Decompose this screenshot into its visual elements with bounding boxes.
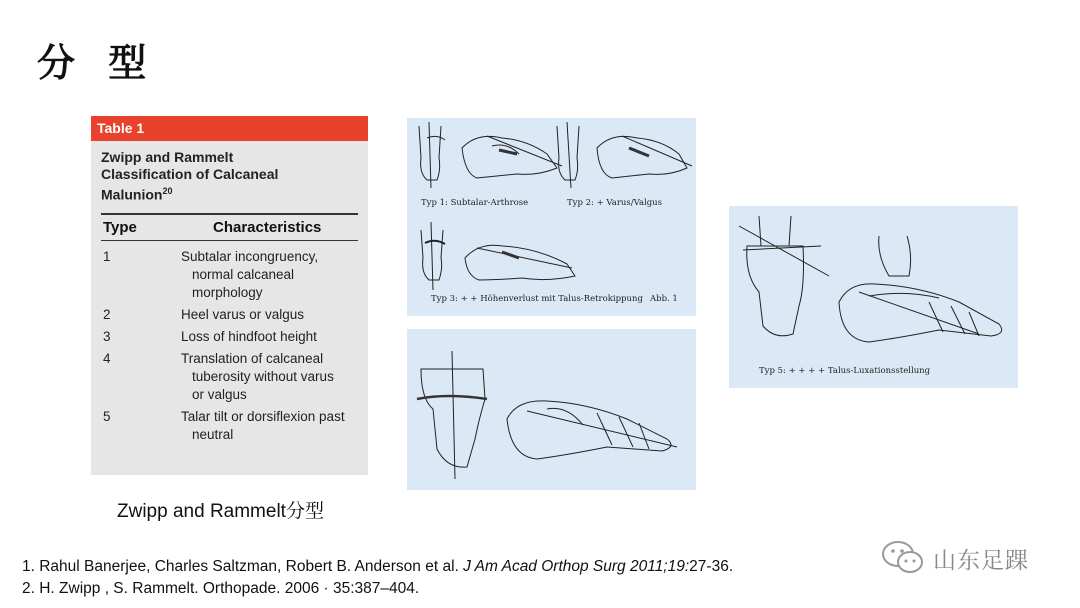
logo-text: 山东足踝 — [933, 546, 1029, 573]
table-row — [103, 248, 360, 302]
row-line: tuberosity without varus — [192, 369, 334, 384]
label-abb: Abb. 1 — [650, 294, 678, 304]
figure-caption: Zwipp and Rammelt分型 — [117, 501, 324, 522]
table-row — [103, 408, 360, 444]
reference-1-authors: 1. Rahul Banerjee, Charles Saltzman, Robert B. Anderson et al. — [22, 558, 464, 575]
row-line: Heel varus or valgus — [181, 307, 305, 322]
table-column-headers — [101, 213, 358, 241]
row-line: normal calcaneal — [192, 267, 295, 282]
row-line: Loss of hindfoot height — [181, 329, 317, 344]
page-title: 分 型 — [37, 40, 157, 85]
row-characteristics — [181, 328, 360, 346]
row-line: morphology — [192, 285, 263, 300]
table-title-superscript: 20 — [162, 186, 173, 196]
row-characteristics — [181, 350, 360, 404]
label-typ1: Typ 1: Subtalar-Arthrose — [421, 198, 529, 208]
table-title-line1: Zwipp and Rammelt — [101, 149, 234, 165]
figure-type-4 — [407, 329, 696, 490]
row-line: Subtalar incongruency, — [181, 249, 319, 264]
foot-drawing-type-4 — [407, 329, 696, 490]
row-type: 3 — [103, 329, 111, 344]
row-characteristics — [181, 408, 360, 444]
table-row — [103, 306, 360, 324]
table-title — [91, 141, 368, 204]
table-header: Table 1 — [91, 116, 368, 141]
figure-type-5 — [729, 206, 1018, 388]
column-type: Type — [103, 219, 137, 236]
reference-2: 2. H. Zwipp , S. Rammelt. Orthopade. 2006 · 35:387–404. — [22, 580, 420, 597]
label-typ3: Typ 3: + + Höhenverlust mit Talus-Retrokippung — [431, 294, 643, 304]
row-line: Translation of calcaneal — [181, 351, 324, 366]
classification-table — [91, 116, 368, 475]
table-row — [103, 328, 360, 346]
table-title-line3: Malunion — [101, 186, 163, 203]
table-rows — [103, 248, 360, 448]
row-line: Talar tilt or dorsiflexion past — [181, 409, 345, 424]
reference-1-journal: J Am Acad Orthop Surg 2011;19: — [463, 558, 690, 575]
figure-types-1-3 — [407, 118, 696, 316]
row-type: 1 — [103, 249, 111, 264]
wechat-logo — [881, 540, 1029, 576]
label-typ2: Typ 2: + Varus/Valgus — [567, 198, 663, 208]
row-characteristics — [181, 306, 360, 324]
row-type: 5 — [103, 409, 111, 424]
table-row — [103, 350, 360, 404]
row-type: 4 — [103, 351, 111, 366]
reference-1-pages: 27-36. — [689, 558, 734, 575]
label-typ5: Typ 5: + + + + Talus-Luxationsstellung — [759, 366, 931, 376]
row-characteristics — [181, 248, 360, 302]
foot-drawing-type-5 — [729, 206, 1018, 388]
reference-1 — [22, 556, 733, 578]
foot-drawing-types-1-3 — [407, 118, 696, 316]
references — [22, 556, 733, 600]
row-line: or valgus — [192, 387, 247, 402]
table-title-line2: Classification of Calcaneal — [101, 166, 279, 182]
column-characteristics: Characteristics — [213, 219, 322, 236]
row-line: neutral — [192, 427, 234, 442]
row-type: 2 — [103, 307, 111, 322]
wechat-icon — [881, 540, 925, 576]
